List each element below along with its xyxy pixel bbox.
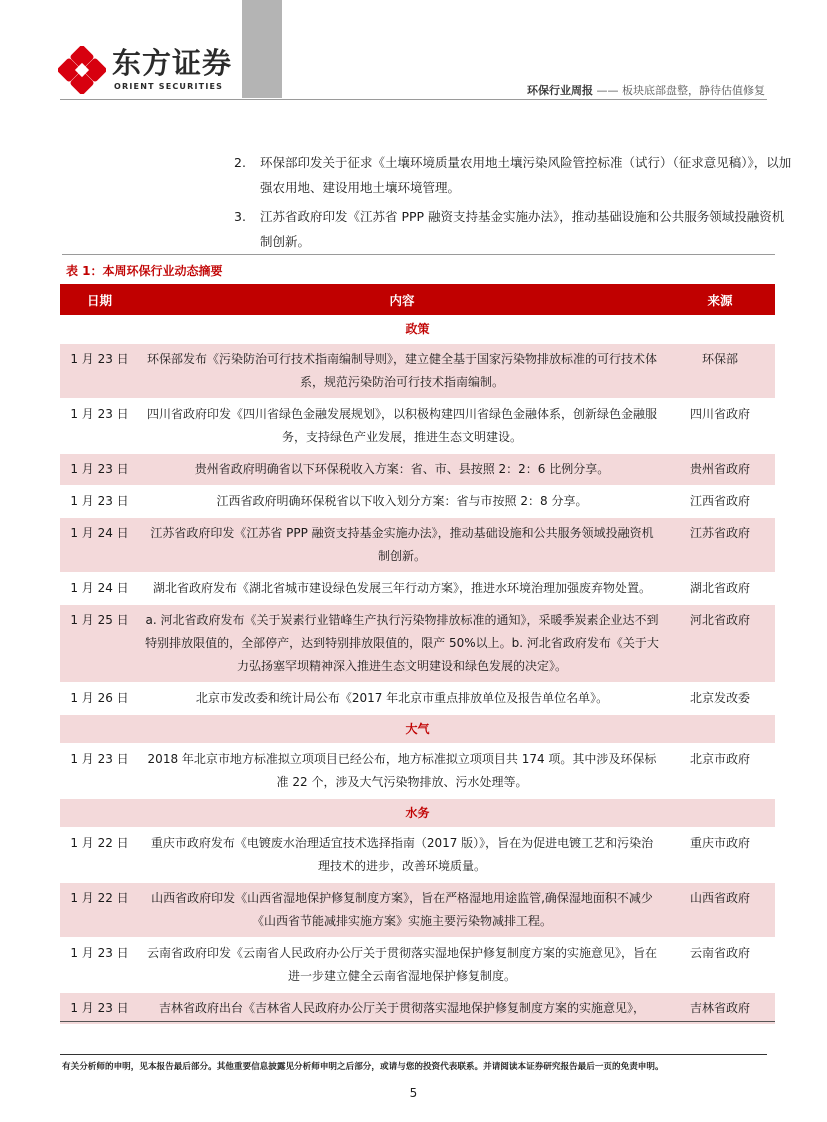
brand-logo bbox=[58, 44, 238, 96]
row-source: 北京发改委 bbox=[665, 683, 775, 715]
row-source: 吉林省政府 bbox=[665, 993, 775, 1025]
section-row-policy bbox=[60, 315, 775, 344]
row-source: 河北省政府 bbox=[665, 605, 775, 683]
row-content: 云南省政府印发《云南省人民政府办公厅关于贯彻落实湿地保护修复制度方案的实施意见》，旨在进一步建立健全云南省湿地保护修复制度。 bbox=[139, 938, 665, 993]
section-title: 水务 bbox=[60, 799, 775, 828]
header-gray-bar bbox=[242, 0, 282, 98]
row-content: 江苏省政府印发《江苏省 PPP 融资支持基金实施办法》，推动基础设施和公共服务领域投融资机制创新。 bbox=[139, 518, 665, 573]
table-row bbox=[60, 399, 775, 454]
table-bottom-border bbox=[60, 1021, 775, 1022]
row-source: 北京市政府 bbox=[665, 744, 775, 799]
table-caption: 表 1：本周环保行业动态摘要 bbox=[62, 254, 775, 282]
intro-list bbox=[234, 150, 794, 258]
section-row-water bbox=[60, 799, 775, 828]
row-content: 北京市发改委和统计局公布《2017 年北京市重点排放单位及报告单位名单》。 bbox=[139, 683, 665, 715]
row-source: 湖北省政府 bbox=[665, 573, 775, 605]
section-title: 政策 bbox=[60, 315, 775, 344]
row-date: 1 月 22 日 bbox=[60, 828, 139, 883]
table-row bbox=[60, 454, 775, 486]
intro-item-number: 2. bbox=[234, 155, 246, 170]
row-source: 贵州省政府 bbox=[665, 454, 775, 486]
row-content: a. 河北省政府发布《关于炭素行业错峰生产执行污染物排放标准的通知》，采暖季炭素企业达不到特别排放限值的，全部停产，达到特别排放限值的，限产 50%以上。b. 河北省政府发布《关于大力弘扬塞罕坝精神深入推进生态文明建设和绿色发展的决定》。 bbox=[139, 605, 665, 683]
orient-securities-logo-icon bbox=[58, 46, 106, 94]
row-source: 云南省政府 bbox=[665, 938, 775, 993]
row-source: 重庆市政府 bbox=[665, 828, 775, 883]
row-date: 1 月 22 日 bbox=[60, 883, 139, 938]
row-source: 江西省政府 bbox=[665, 486, 775, 518]
row-date: 1 月 23 日 bbox=[60, 938, 139, 993]
row-source: 山西省政府 bbox=[665, 883, 775, 938]
table-row bbox=[60, 993, 775, 1025]
report-header-title bbox=[527, 82, 765, 98]
intro-item-text: 环保部印发关于征求《土壤环境质量农用地土壤污染风险管控标准（试行）（征求意见稿）》，以加强农用地、建设用地土壤环境管理。 bbox=[260, 155, 792, 195]
header-content: 内容 bbox=[139, 284, 665, 315]
row-date: 1 月 23 日 bbox=[60, 744, 139, 799]
intro-item bbox=[234, 204, 794, 254]
brand-name-en: ORIENT SECURITIES bbox=[114, 82, 224, 91]
row-date: 1 月 24 日 bbox=[60, 573, 139, 605]
section-title: 大气 bbox=[60, 715, 775, 744]
header-date: 日期 bbox=[60, 284, 139, 315]
row-source: 江苏省政府 bbox=[665, 518, 775, 573]
table-row bbox=[60, 828, 775, 883]
brand-name-cn: 东方证券 bbox=[112, 46, 233, 80]
section-row-air bbox=[60, 715, 775, 744]
row-date: 1 月 23 日 bbox=[60, 399, 139, 454]
row-source: 环保部 bbox=[665, 344, 775, 399]
table-row bbox=[60, 518, 775, 573]
row-date: 1 月 23 日 bbox=[60, 344, 139, 399]
footer-disclaimer: 有关分析师的申明，见本报告最后部分。其他重要信息披露见分析师申明之后部分，或请与您的投资代表联系。并请阅读本证券研究报告最后一页的免责申明。 bbox=[62, 1062, 664, 1072]
row-content: 2018 年北京市地方标准拟立项项目已经公布，地方标准拟立项项目共 174 项。其中涉及环保标准 22 个，涉及大气污染物排放、污水处理等。 bbox=[139, 744, 665, 799]
row-content: 环保部发布《污染防治可行技术指南编制导则》，建立健全基于国家污染物排放标准的可行技术体系，规范污染防治可行技术指南编制。 bbox=[139, 344, 665, 399]
table-row bbox=[60, 744, 775, 799]
page-number: 5 bbox=[409, 1086, 418, 1100]
table-row bbox=[60, 938, 775, 993]
table-row bbox=[60, 344, 775, 399]
report-type: 环保行业周报 bbox=[527, 84, 593, 97]
table-header-row bbox=[60, 284, 775, 315]
table-row bbox=[60, 683, 775, 715]
row-content: 贵州省政府明确省以下环保税收入方案：省、市、县按照 2：2：6 比例分享。 bbox=[139, 454, 665, 486]
intro-item-text: 江苏省政府印发《江苏省 PPP 融资支持基金实施办法》，推动基础设施和公共服务领域投融资机制创新。 bbox=[260, 209, 785, 249]
header-source: 来源 bbox=[665, 284, 775, 315]
row-content: 吉林省政府出台《吉林省人民政府办公厅关于贯彻落实湿地保护修复制度方案的实施意见》， bbox=[139, 993, 665, 1025]
industry-news-table bbox=[60, 284, 775, 1025]
row-source: 四川省政府 bbox=[665, 399, 775, 454]
row-content: 重庆市政府发布《电镀废水治理适宜技术选择指南（2017 版）》，旨在为促进电镀工艺和污染治理技术的进步，改善环境质量。 bbox=[139, 828, 665, 883]
row-date: 1 月 26 日 bbox=[60, 683, 139, 715]
row-date: 1 月 25 日 bbox=[60, 605, 139, 683]
report-subtitle: —— 板块底部盘整，静待估值修复 bbox=[596, 84, 765, 97]
table-row bbox=[60, 573, 775, 605]
row-content: 四川省政府印发《四川省绿色金融发展规划》，以积极构建四川省绿色金融体系，创新绿色金融服务，支持绿色产业发展，推进生态文明建设。 bbox=[139, 399, 665, 454]
row-date: 1 月 24 日 bbox=[60, 518, 139, 573]
row-content: 江西省政府明确环保税省以下收入划分方案：省与市按照 2：8 分享。 bbox=[139, 486, 665, 518]
intro-item bbox=[234, 150, 794, 200]
table-row bbox=[60, 486, 775, 518]
footer-divider bbox=[60, 1054, 767, 1055]
row-date: 1 月 23 日 bbox=[60, 993, 139, 1025]
table-row bbox=[60, 605, 775, 683]
header-divider bbox=[60, 99, 767, 100]
row-date: 1 月 23 日 bbox=[60, 454, 139, 486]
table-row bbox=[60, 883, 775, 938]
row-date: 1 月 23 日 bbox=[60, 486, 139, 518]
row-content: 山西省政府印发《山西省湿地保护修复制度方案》，旨在严格湿地用途监管,确保湿地面积不减少《山西省节能减排实施方案》实施主要污染物减排工程。 bbox=[139, 883, 665, 938]
intro-item-number: 3. bbox=[234, 209, 246, 224]
row-content: 湖北省政府发布《湖北省城市建设绿色发展三年行动方案》，推进水环境治理加强废弃物处置。 bbox=[139, 573, 665, 605]
